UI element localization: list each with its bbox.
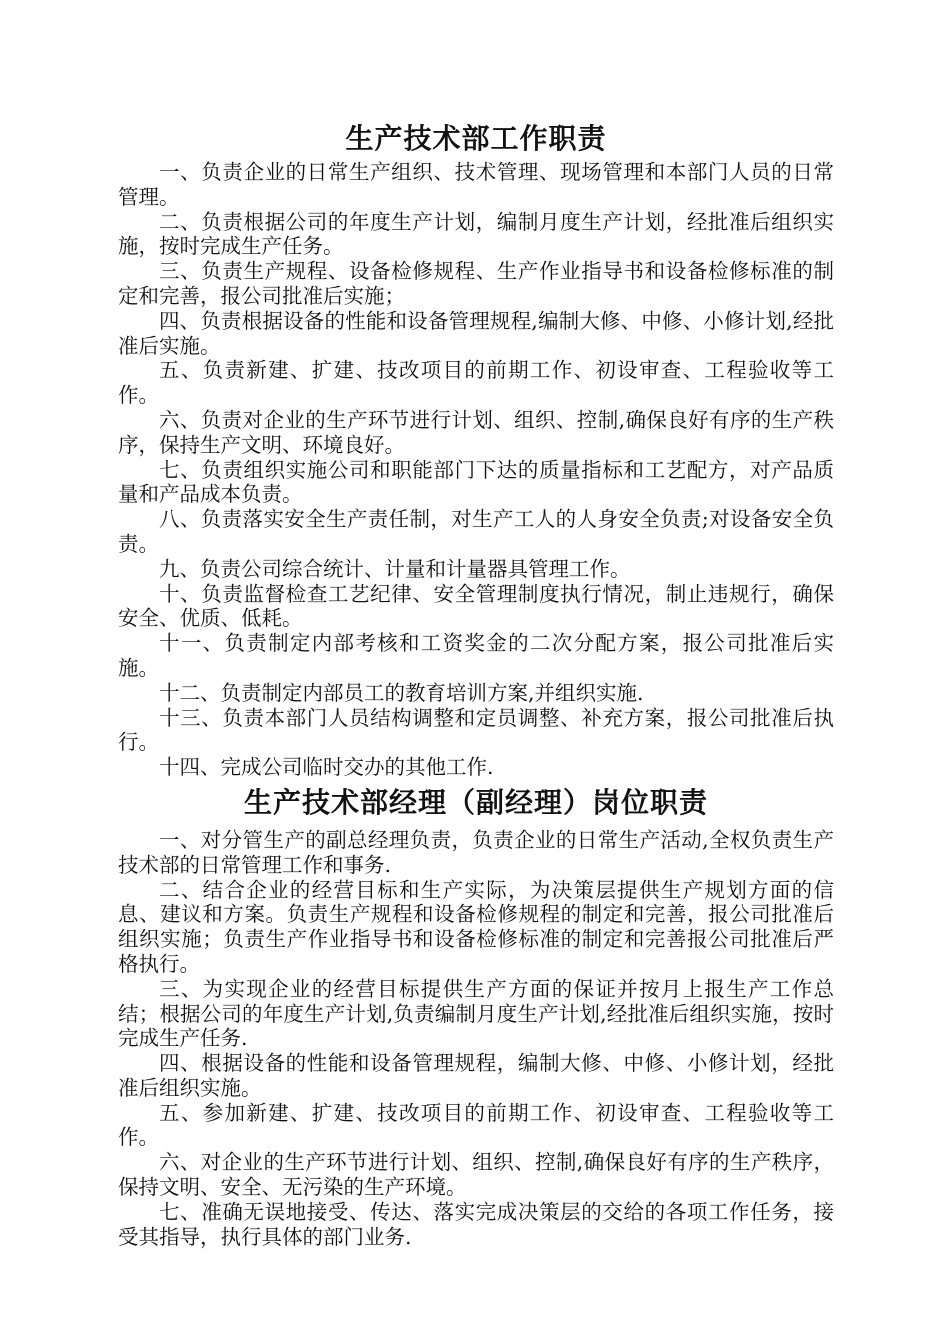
duty-item: 七、准确无误地接受、传达、落实完成决策层的交给的各项工作任务，接受其指导，执行具体的部门业务. [118,1199,834,1249]
duty-item: 五、负责新建、扩建、技改项目的前期工作、初设审查、工程验收等工作。 [118,358,834,408]
duty-item: 四、负责根据设备的性能和设备管理规程,编制大修、中修、小修计划,经批准后实施。 [118,308,834,358]
duty-item: 二、结合企业的经营目标和生产实际，为决策层提供生产规划方面的信息、建议和方案。负责生产规程和设备检修规程的制定和完善，报公司批准后组织实施；负责生产作业指导书和设备检修标准的制定和完善报公司批准后严格执行。 [118,877,834,976]
section-title-manager-duties: 生产技术部经理（副经理）岗位职责 [243,785,708,819]
duty-item: 三、为实现企业的经营目标提供生产方面的保证并按月上报生产工作总结；根据公司的年度生产计划,负责编制月度生产计划,经批准后组织实施，按时完成生产任务. [118,976,834,1051]
duty-item: 五、参加新建、扩建、技改项目的前期工作、初设审查、工程验收等工作。 [118,1100,834,1150]
document-page [118,118,834,1249]
duty-item: 四、根据设备的性能和设备管理规程，编制大修、中修、小修计划，经批准后组织实施。 [118,1051,834,1100]
section-title-department-duties: 生产技术部工作职责 [345,122,607,155]
duty-item: 六、负责对企业的生产环节进行计划、组织、控制,确保良好有序的生产秩序，保持生产文明、环境良好。 [118,407,834,457]
duty-item: 十三、负责本部门人员结构调整和定员调整、补充方案，报公司批准后执行。 [118,705,834,755]
duty-item: 三、负责生产规程、设备检修规程、生产作业指导书和设备检修标准的制定和完善，报公司批准后实施； [118,259,834,308]
manager-duties-list [118,828,834,1250]
duty-item: 九、负责公司综合统计、计量和计量器具管理工作。 [159,556,631,581]
duty-item: 一、对分管生产的副总经理负责，负责企业的日常生产活动,全权负责生产技术部的日常管理工作和事务. [118,827,834,877]
duty-item: 十一、负责制定内部考核和工资奖金的二次分配方案，报公司批准后实施。 [118,631,834,680]
duty-item: 八、负责落实安全生产责任制，对生产工人的人身安全负责;对设备安全负责。 [118,507,834,556]
duty-item: 一、负责企业的日常生产组织、技术管理、现场管理和本部门人员的日常管理。 [118,160,834,209]
duty-item: 六、对企业的生产环节进行计划、组织、控制,确保良好有序的生产秩序，保持文明、安全、无污染的生产环境。 [118,1150,834,1200]
duty-item: 十四、完成公司临时交办的其他工作. [159,755,494,780]
duty-item: 十、负责监督检查工艺纪律、安全管理制度执行情况，制止违规行，确保安全、优质、低耗。 [118,581,834,631]
duty-item: 七、负责组织实施公司和职能部门下达的质量指标和工艺配方，对产品质量和产品成本负责。 [118,457,834,507]
duty-item: 二、负责根据公司的年度生产计划，编制月度生产计划，经批准后组织实施，按时完成生产任务。 [118,209,834,259]
department-duties-list [118,160,834,780]
duty-item: 十二、负责制定内部员工的教育培训方案,并组织实施. [159,680,644,705]
